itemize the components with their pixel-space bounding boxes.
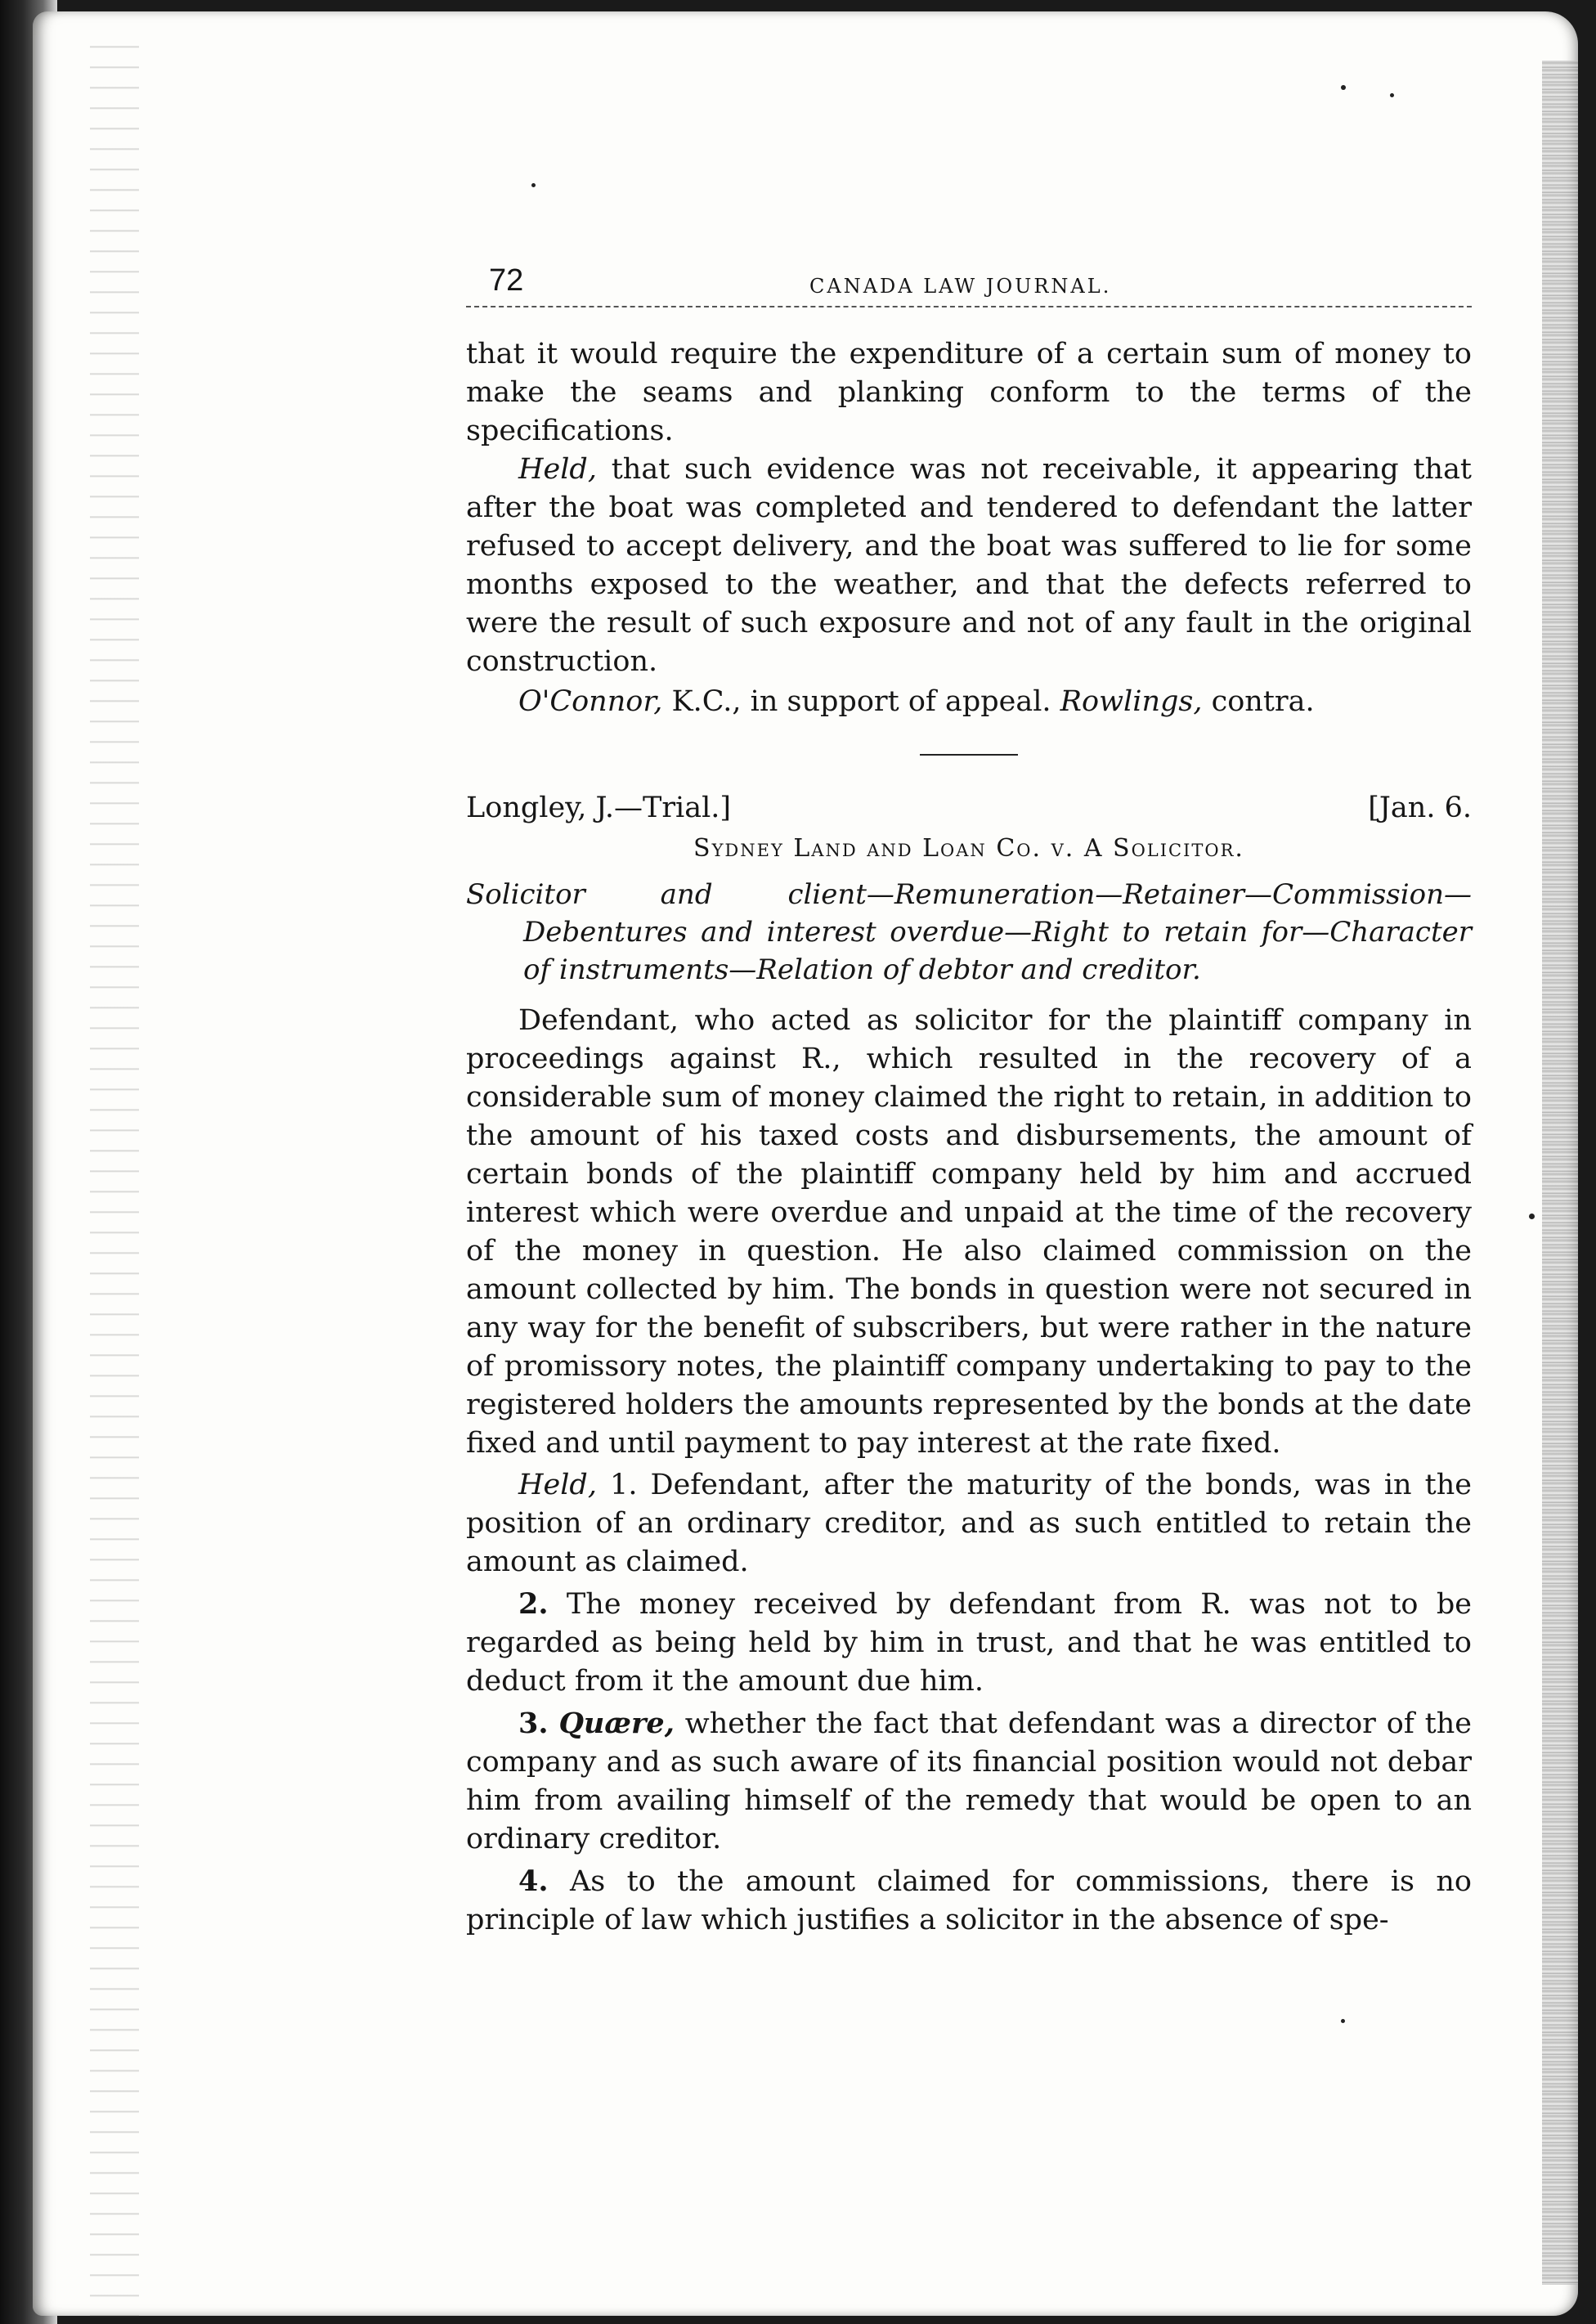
held-text: that such evidence was not receivable, it appearing that after the boat was completed and tendered to defendant the latter refused to accept delivery, and the boat was suffered to lie for some months exposed to the weather, and that the defects referred to were the result of such exposure and not of any fault in the original construction. bbox=[466, 453, 1472, 678]
held-4-text: As to the amount claimed for commissions, there is no principle of law which justifies a solicitor in the absence of spe- bbox=[466, 1865, 1472, 1936]
scan-right-edge bbox=[1542, 61, 1578, 2285]
counsel-1-text: K.C., in support of appeal. bbox=[662, 685, 1060, 718]
held-1-text: Defendant, after the maturity of the bonds, was in the position of an ordinary creditor, and as such entitled to retain the amount as claimed. bbox=[466, 1469, 1472, 1578]
counsel-2-name: Rowlings, bbox=[1060, 685, 1203, 718]
page-content bbox=[466, 257, 1472, 1940]
held-4-num: 4. bbox=[518, 1864, 549, 1898]
scan-speck bbox=[1341, 2019, 1345, 2023]
scan-speck bbox=[531, 183, 536, 187]
case-facts: Defendant, who acted as solicitor for the plaintiff company in proceedings against R., which resulted in the recovery of a considerable sum of money claimed the right to retain, in addition to the amount of his taxed costs and disbursements, the amount of certain bonds of the plaintiff company held by him and accrued interest which were overdue and unpaid at the time of the recovery of the money in question. He also claimed commission on the amount collected by him. The bonds in question were not secured in any way for the benefit of subscribers, but were rather in the nature of promissory notes, the plaintiff company undertaking to pay to the registered holders the amounts represented by the bonds at the date fixed and until payment to pay interest at the rate fixed. bbox=[466, 1004, 1472, 1460]
held-3-label: Quære, bbox=[558, 1707, 675, 1740]
judge-line: Longley, J.—Trial.] bbox=[466, 792, 732, 824]
counsel-2-text: contra. bbox=[1202, 685, 1315, 718]
scan-speck bbox=[1390, 93, 1394, 97]
scan-speck bbox=[1529, 1214, 1535, 1219]
prev-case-held bbox=[466, 451, 1472, 681]
held-3 bbox=[466, 1704, 1472, 1859]
case-date: [Jan. 6. bbox=[1368, 792, 1472, 824]
running-head bbox=[466, 257, 1472, 307]
held-2 bbox=[466, 1585, 1472, 1701]
page-number: 72 bbox=[489, 263, 524, 298]
held-2-text: The money received by defendant from R. was not to be regarded as being held by him in trust, and that he was entitled to deduct from it the amount due him. bbox=[466, 1588, 1472, 1698]
journal-page bbox=[33, 11, 1578, 2316]
case-heading bbox=[466, 792, 1472, 831]
held-2-num: 2. bbox=[518, 1587, 549, 1621]
case-catchwords: Solicitor and client—Remuneration—Retainer—Commission—Debentures and interest overdue—Right to retain for—Character of instruments—Relation of debtor and creditor. bbox=[466, 878, 1472, 986]
scan-speck bbox=[1341, 85, 1346, 90]
counsel-line bbox=[466, 683, 1472, 721]
held-3-text: whether the fact that defendant was a director of the company and as such aware of its financial position would not debar him from availing himself of the remedy that would be open to an ordinary creditor. bbox=[466, 1707, 1472, 1855]
held-3-num: 3. bbox=[518, 1707, 549, 1740]
held-label: Held, bbox=[518, 1469, 597, 1501]
case-parties: Sydney Land and Loan Co. v. A Solicitor. bbox=[693, 834, 1244, 863]
prev-case-paragraph: that it would require the expenditure of a certain sum of money to make the seams and planking conform to the terms of the specifications. bbox=[466, 338, 1472, 447]
held-label: Held, bbox=[518, 453, 597, 486]
section-divider bbox=[920, 754, 1018, 756]
journal-title: CANADA LAW JOURNAL. bbox=[809, 275, 1112, 298]
held-1-num: 1. bbox=[596, 1469, 638, 1501]
scan-artifact-column bbox=[90, 28, 139, 2317]
held-4 bbox=[466, 1862, 1472, 1940]
counsel-1-name: O'Connor, bbox=[518, 685, 663, 718]
held-1 bbox=[466, 1466, 1472, 1581]
